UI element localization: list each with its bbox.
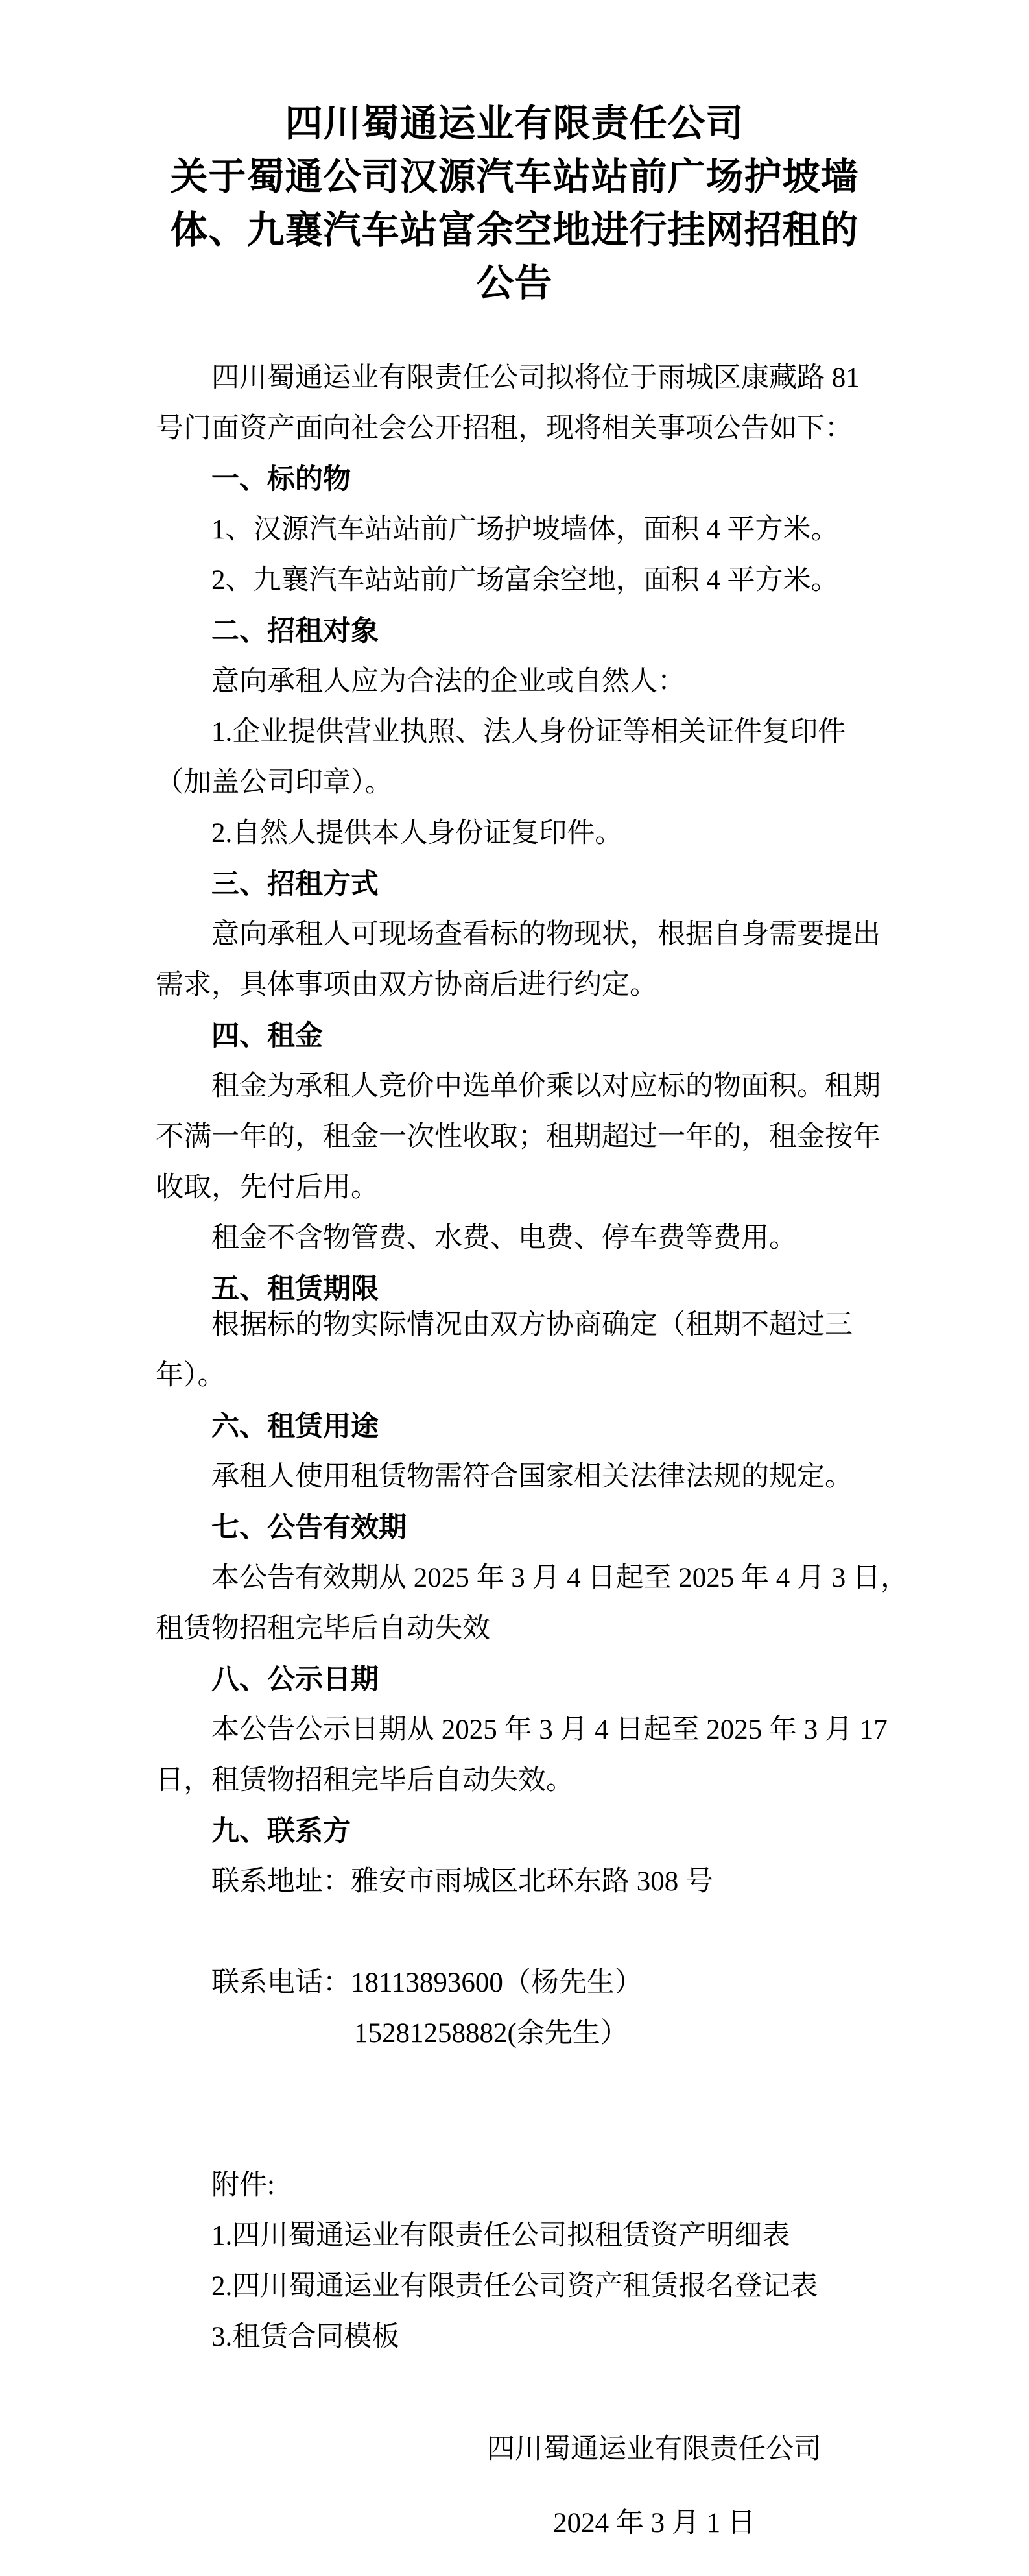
text-line: 日，租赁物招租完毕后自动失效。 <box>156 1765 574 1796</box>
text-line: 根据标的物实际情况由双方协商确定（租期不超过三 <box>211 1310 853 1340</box>
text-line: 1.企业提供营业执照、法人身份证等相关证件复印件 <box>211 717 846 747</box>
signature-block <box>156 2424 822 2549</box>
text-line: 年）。 <box>156 1360 226 1391</box>
signature-inner <box>487 2424 822 2549</box>
text-line: 2.自然人提供本人身份证复印件。 <box>211 818 623 849</box>
section-heading: 二、招租对象 <box>211 616 379 647</box>
title-line: 关于蜀通公司汉源汽车站站前广场护坡墙 <box>170 156 859 198</box>
section-heading: 九、联系方 <box>211 1816 351 1847</box>
text-line: （加盖公司印章）。 <box>156 767 393 798</box>
signature-company: 四川蜀通运业有限责任公司 <box>487 2434 822 2464</box>
text-line: 2、九襄汽车站站前广场富余空地，面积 4 平方米。 <box>211 565 839 596</box>
text-line: 租金不含物管费、水费、电费、停车费等费用。 <box>211 1223 797 1253</box>
text-line: 本公告公示日期从 2025 年 3 月 4 日起至 2025 年 3 月 17 <box>211 1715 888 1745</box>
page-title <box>156 97 873 310</box>
text-line: 号门面资产面向社会公开招租，现将相关事项公告如下： <box>156 413 853 444</box>
text-line: 四川蜀通运业有限责任公司拟将位于雨城区康藏路 81 <box>211 363 860 393</box>
text-line: 联系地址：雅安市雨城区北环东路 308 号 <box>211 1866 713 1897</box>
signature-date: 2024 年 3 月 1 日 <box>553 2508 755 2538</box>
text-line: 本公告有效期从 2025 年 3 月 4 日起至 2025 年 4 月 3 日， <box>211 1563 908 1593</box>
text-line: 租金为承租人竞价中选单价乘以对应标的物面积。租期 <box>211 1071 881 1101</box>
text-line: 1.四川蜀通运业有限责任公司拟租赁资产明细表 <box>211 2221 790 2251</box>
section-heading: 五、租赁期限 <box>211 1273 379 1305</box>
section-heading: 八、公示日期 <box>211 1664 379 1695</box>
text-line: 3.租赁合同模板 <box>211 2322 400 2352</box>
text-line <box>156 2110 873 2160</box>
text-line <box>156 2059 873 2110</box>
section-heading: 四、租金 <box>211 1020 323 1052</box>
text-line: 租赁物招租完毕后自动失效 <box>156 1613 490 1644</box>
text-line: 意向承租人可现场查看标的物现状，根据自身需要提出 <box>211 919 881 950</box>
text-line: 1、汉源汽车站站前广场护坡墙体，面积 4 平方米。 <box>211 514 839 545</box>
text-line: 不满一年的，租金一次性收取；租期超过一年的，租金按年 <box>156 1122 881 1152</box>
section-heading: 一、标的物 <box>211 464 351 495</box>
text-line: 2.四川蜀通运业有限责任公司资产租赁报名登记表 <box>211 2271 818 2302</box>
section-heading: 六、租赁用途 <box>211 1411 379 1442</box>
text-line <box>156 1907 873 1958</box>
section-heading: 七、公告有效期 <box>211 1512 407 1543</box>
title-line: 四川蜀通运业有限责任公司 <box>285 102 744 145</box>
text-line: 需求，具体事项由双方协商后进行约定。 <box>156 970 657 1000</box>
text-line: 收取，先付后用。 <box>156 1172 379 1203</box>
title-line: 体、九襄汽车站富余空地进行挂网招租的 <box>170 209 859 251</box>
text-line: 承租人使用租赁物需符合国家相关法律法规的规定。 <box>211 1462 853 1492</box>
text-line: 联系电话：18113893600（杨先生） <box>211 1968 643 1998</box>
text-line: 15281258882(余先生） <box>354 2018 628 2049</box>
text-line: 意向承租人应为合法的企业或自然人： <box>211 666 685 697</box>
document-body <box>156 353 908 2363</box>
title-line: 公告 <box>476 262 553 304</box>
text-line: 附件: <box>211 2170 275 2200</box>
section-heading: 三、招租方式 <box>211 869 379 900</box>
